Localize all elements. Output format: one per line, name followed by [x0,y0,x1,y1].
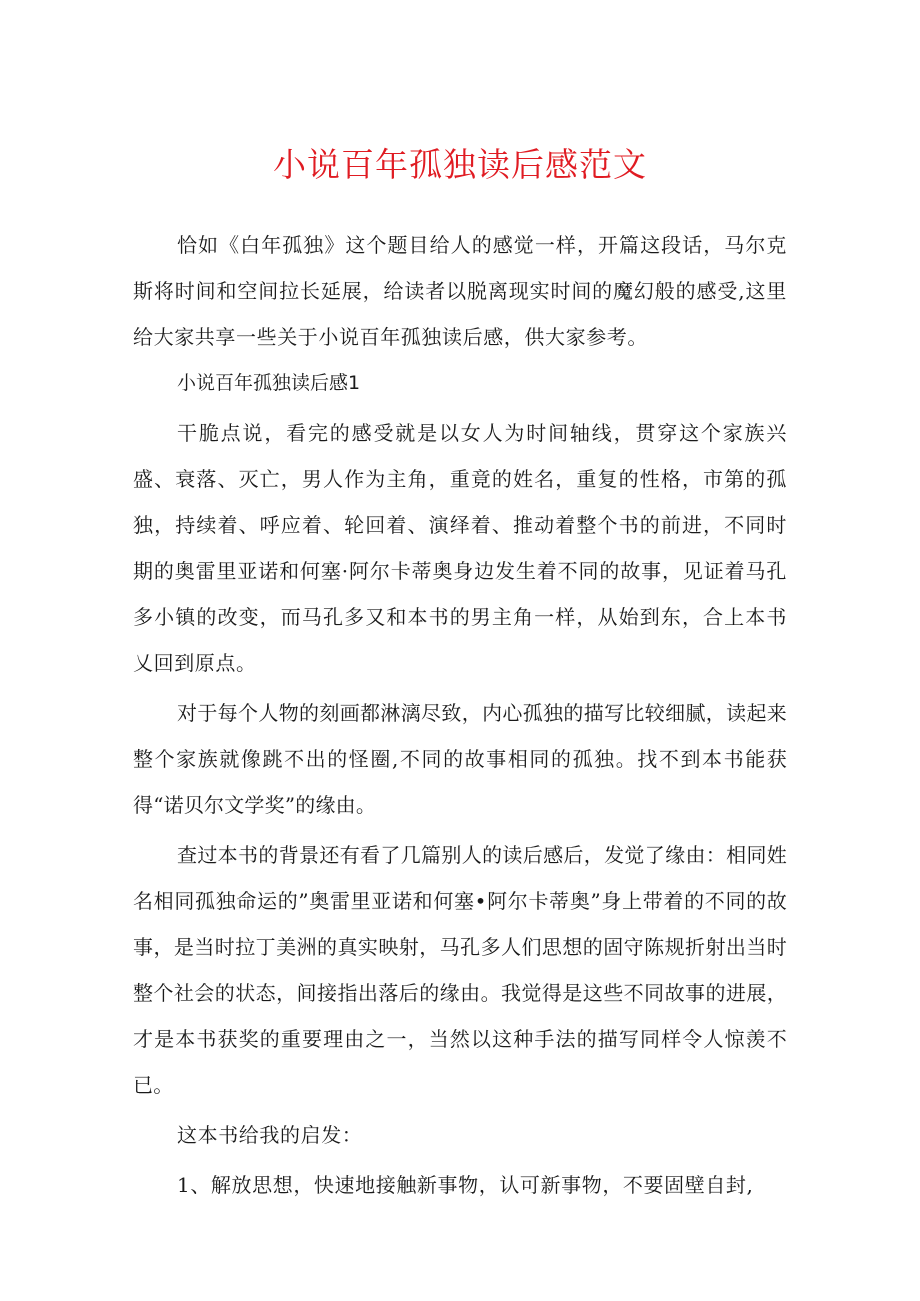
body-paragraph-4: 这本书给我的启发： [177,1123,363,1147]
list-item-1: 1、解放思想，快速地接触新事物，认可新事物，不要固壁自封, [177,1173,754,1197]
intro-paragraph: 恰如《白年孤独》这个题目给人的感觉一样，开篇这段话，马尔克斯将时间和空间拉长延展，给读者以脱离现实时间的魔幻般的感受,这里给大家共享一些关于小说百年孤独读后感，供大家参考。 [133,233,787,349]
document-title: 小说百年孤独读后感范文 [273,145,647,184]
section-heading: 小说百年孤独读后感1 [177,372,361,394]
body-paragraph-2: 对于每个人物的刻画都淋漓尽致，内心孤独的描写比较细腻，读起来整个家族就像跳不出的怪圈,不同的故事相同的孤独。找不到本书能获得“诺贝尔文学奖”的缘由。 [133,701,787,817]
body-paragraph-1: 干脆点说，看完的感受就是以女人为时间轴线，贯穿这个家族兴盛、衰落、灭亡，男人作为主角，重竟的姓名，重复的性格，市第的孤独，持续着、呼应着、轮回着、演绎着、推动着整个书的前进，不同时期的奥雷里亚诺和何塞·阿尔卡蒂奥身边发生着不同的故事，见证着马孔多小镇的改变，而马孔多又和本书的男主角一样，从始到东，合上本书乂回到原点。 [133,421,787,675]
body-paragraph-3: 查过本书的背景还有看了几篇别人的读后感后，发觉了缘由：相同姓名相同孤独命运的”奥雷里亚诺和何塞•阿尔卡蒂奥”身上带着的不同的故事，是当时拉丁美洲的真实映射，马孔多人们思想的固守陈规折射出当时整个社会的状态，间接指出落后的缘由。我觉得是这些不同故事的进展，才是本书获奖的重要理由之一，当然以这种手法的描写同样令人惊羡不已。 [133,843,787,1097]
document-body [133,222,787,1208]
